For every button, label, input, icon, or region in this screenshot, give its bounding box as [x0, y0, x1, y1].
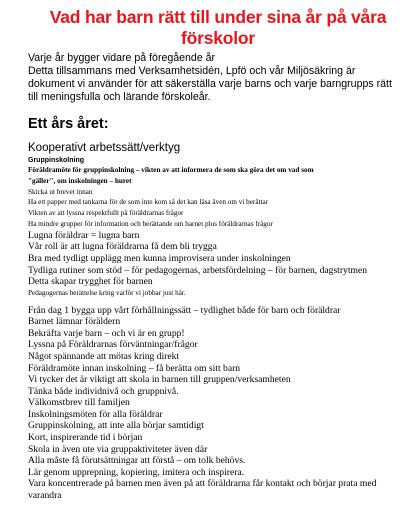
- block-day-one: [30, 305, 406, 502]
- text-line: Alla måste få förutsättningar att förstå – om tolk behövs.: [28, 455, 246, 467]
- subheading: Kooperativt arbetssätt/verktyg: [28, 142, 181, 154]
- intro-line: Detta tillsammans med Verksamhetsidén, Lpfö och vår Miljösäkring är: [28, 65, 356, 77]
- text-line: Skicka ut brevet innan: [28, 187, 93, 196]
- text-line: Föräldramöte innan inskolning – få berätta om sitt barn: [28, 362, 241, 374]
- text-line: "gäller", om inskolningen – huret: [28, 176, 132, 185]
- text-line: Lär genom upprepning, kopiering, imitera och inspirera.: [28, 466, 245, 478]
- text-line: Inskolningsmöten för alla föräldrar: [28, 408, 163, 420]
- text-line: Lugna föräldrar = lugna barn: [28, 229, 140, 241]
- text-line: Vara koncentrerade på barnen men även på att föräldrarna får kontakt och börjar prata med: [28, 478, 377, 490]
- intro-line: Varje år bygger vidare på föregående år: [28, 52, 216, 64]
- text-line: Skola in även ute via gruppaktiviteter även där: [28, 443, 208, 455]
- text-line: Föräldramöte för gruppinskolning – vikten av att informera de som ska göra det om vad som: [28, 166, 314, 174]
- block-pedagogue-story: [30, 288, 406, 299]
- text-line: Ha ett papper med tankarna för de som inte kom så det kan läsa även om vi berättar: [28, 198, 269, 207]
- intro-line: dokument vi använder för att säkerställa varje barns och varje barngrupps rätt: [28, 78, 392, 90]
- text-line: Tydliga rutiner som stöd – för pedagogernas, arbetsfördelning – för barnen, dagstrytmen: [28, 264, 368, 276]
- text-line: Vikten av att lyssna respektfullt på föräldrarnas frågor: [28, 209, 184, 218]
- text-line: Välkomstbrev till familjen: [28, 397, 130, 409]
- text-line: Lyssna på Föräldrarnas förväntningar/frågor: [28, 339, 198, 351]
- text-line: Tänka både individnivå och gruppnivå.: [28, 385, 179, 397]
- intro-line: till meningsfulla och lärande förskoleår.: [28, 91, 211, 103]
- text-line: Från dag 1 bygga upp vårt förhållningssätt – tydlighet både för barn och föräldrar: [28, 304, 341, 316]
- group-heading: Gruppinskolning: [28, 157, 84, 164]
- text-line: Något spännande att mötas kring direkt: [28, 350, 180, 362]
- text-line: Ha mindre grupper för information och berättande om barnet plus föräldrarnas frågor: [28, 219, 273, 228]
- text-line: Vår roll är att lugna föräldrarna få dem bli trygga: [28, 241, 217, 253]
- text-line: Detta skapar trygghet för barnen: [28, 276, 153, 288]
- text-line: Bekräfta varje barn – och vi är en grupp!: [28, 327, 185, 339]
- block-calm-parents: [30, 230, 406, 288]
- text-line: varandra: [28, 490, 62, 502]
- text-line: Gruppinskolning, att inte alla börjar samtidigt: [28, 420, 204, 432]
- text-line: Pedagogernas berättelse kring varför vi jobbar just här.: [28, 288, 186, 297]
- text-line: Barnet lämnar föräldern: [28, 316, 121, 328]
- document-title: Vad har barn rätt till under sina år på våra förskolor: [49, 7, 387, 48]
- block-meeting-notes: [30, 165, 406, 230]
- text-line: Kort, inspirerande tid i början: [28, 432, 143, 444]
- text-line: Bra med tydligt upplägg men kunna improvisera under inskolningen: [28, 252, 291, 264]
- intro-paragraph: [28, 52, 406, 104]
- section-heading: Ett års året:: [28, 116, 109, 132]
- text-line: Vi tycker det är viktigt att skola in barnen till gruppen/verksamheten: [28, 374, 291, 386]
